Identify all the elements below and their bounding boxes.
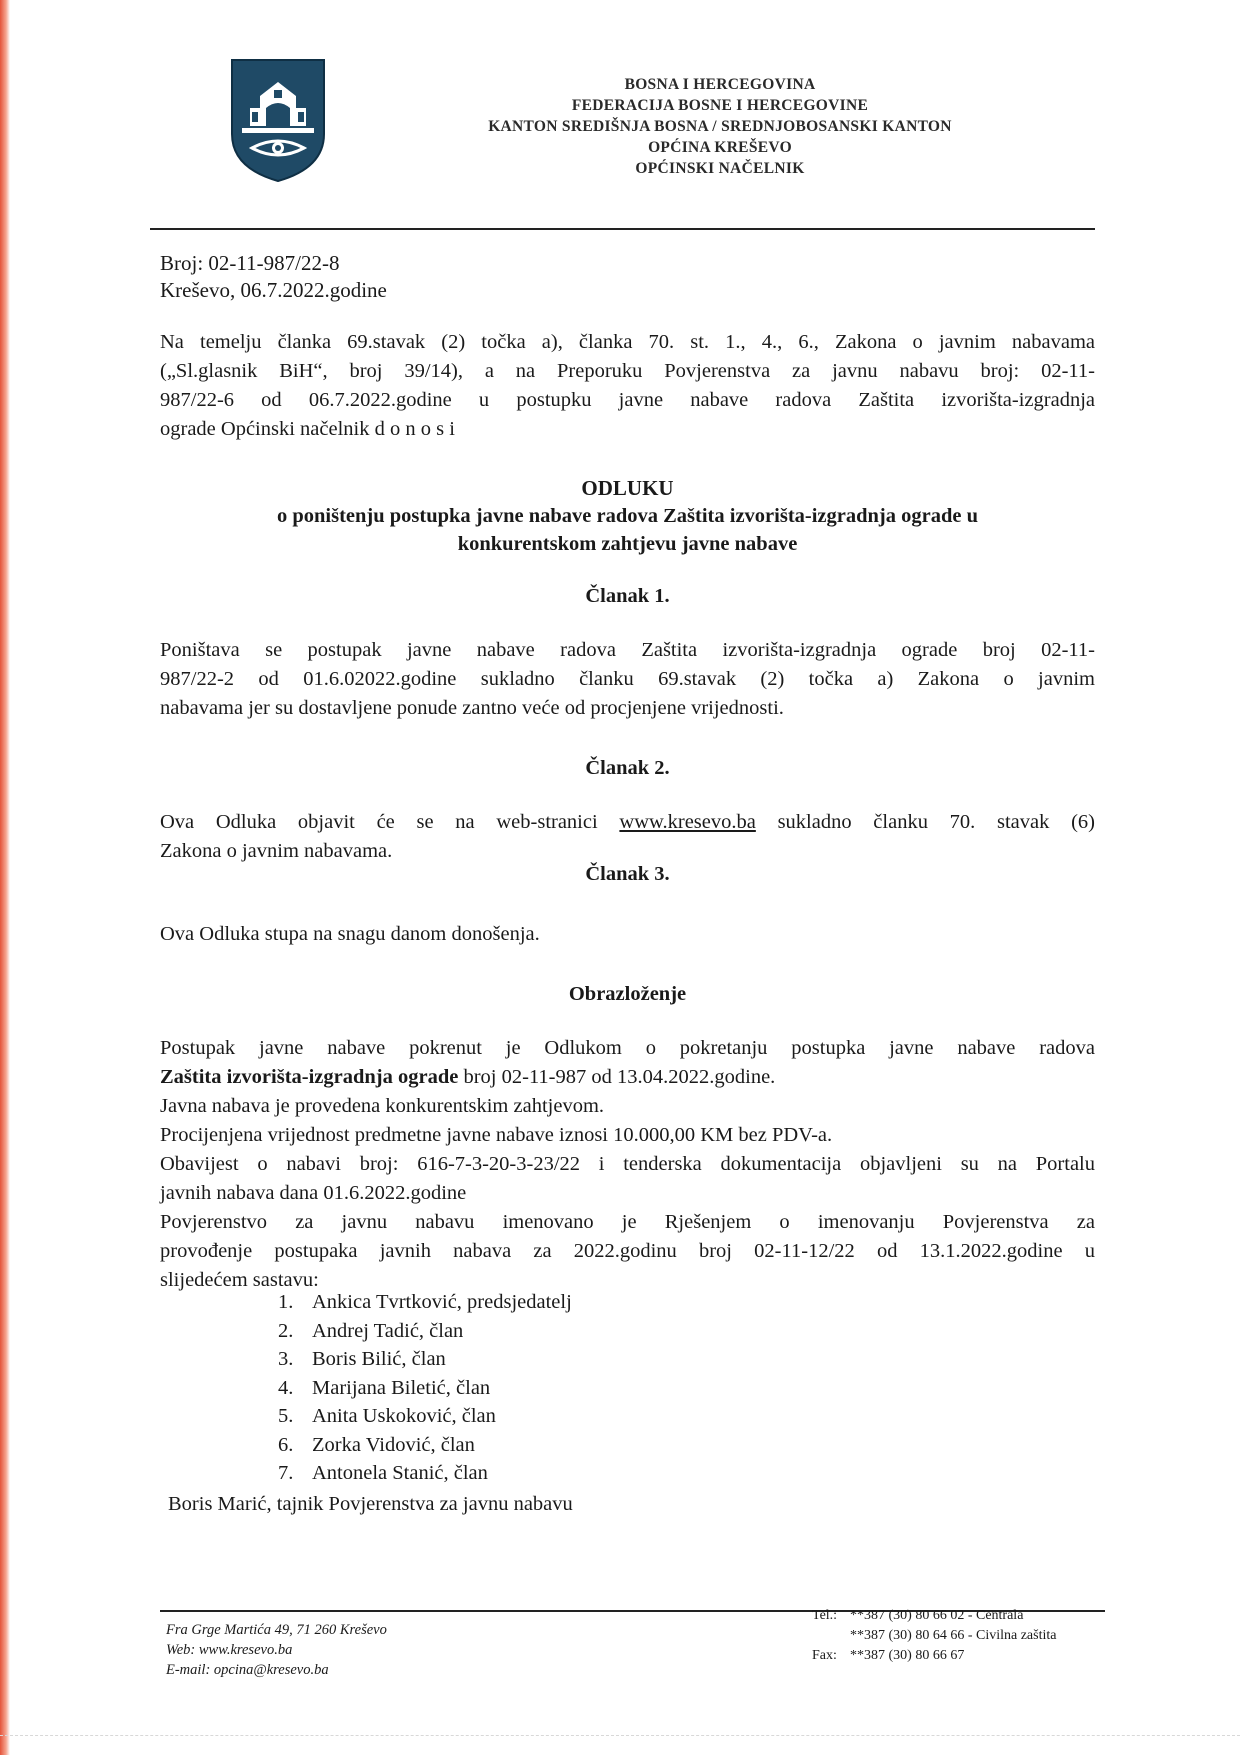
header-line-canton: KANTON SREDIŠNJA BOSNA / SREDNJOBOSANSKI KANTON bbox=[488, 118, 952, 135]
article-1-line: 987/22-2 od 01.6.02022.godine sukladno članku 69.stavak (2) točka a) Zakona o javnim bbox=[160, 668, 1095, 690]
coat-of-arms-logo bbox=[228, 56, 328, 184]
phone-central: **387 (30) 80 66 02 - Centrala bbox=[850, 1608, 1024, 1623]
header-line-federation: FEDERACIJA BOSNE I HERCEGOVINE bbox=[571, 97, 869, 114]
list-item-number: 1. bbox=[278, 1291, 294, 1313]
article-3-text: Ova Odluka stupa na snagu danom donošenja. bbox=[160, 923, 540, 945]
intro-line: 987/22-6 od 06.7.2022.godine u postupku javne nabave radova Zaštita izvorišta-izgradnja bbox=[160, 389, 1095, 411]
footer-contact-address bbox=[166, 1620, 387, 1680]
committee-member: Zorka Vidović, član bbox=[312, 1433, 475, 1456]
committee-member: Andrej Tadić, član bbox=[312, 1319, 464, 1342]
committee-list bbox=[278, 1288, 572, 1488]
explanation-line: Javna nabava je provedena konkurentskim zahtjevom. bbox=[160, 1095, 605, 1117]
article-2-line bbox=[160, 808, 1095, 837]
explanation-text bbox=[160, 1034, 1095, 1295]
committee-member: Marijana Biletić, član bbox=[312, 1376, 491, 1399]
list-item bbox=[278, 1459, 572, 1488]
footer-email[interactable]: E-mail: opcina@kresevo.ba bbox=[166, 1662, 329, 1678]
committee-secretary: Boris Marić, tajnik Povjerenstva za javnu nabavu bbox=[168, 1493, 573, 1515]
header-line-municipality: OPĆINA KREŠEVO bbox=[648, 139, 792, 156]
article-2-line: Zakona o javnim nabavama. bbox=[160, 840, 393, 862]
committee-member: Anita Uskoković, član bbox=[312, 1405, 496, 1427]
committee-member: Boris Bilić, član bbox=[312, 1348, 446, 1370]
decision-subtitle: konkurentskom zahtjevu javne nabave bbox=[457, 533, 798, 555]
list-item bbox=[278, 1374, 572, 1403]
decision-title-block bbox=[160, 474, 1095, 558]
footer-fax-row bbox=[812, 1646, 1056, 1666]
document-place-date: Kreševo, 06.7.2022.godine bbox=[160, 278, 387, 302]
tel-label: Tel.: bbox=[812, 1608, 838, 1623]
list-item-number: 7. bbox=[278, 1462, 294, 1484]
explanation-line: slijedećem sastavu: bbox=[160, 1269, 319, 1291]
explanation-project-number: broj 02-11-987 od 13.04.2022.godine. bbox=[458, 1066, 776, 1088]
committee-member: Ankica Tvrtković, predsjedatelj bbox=[312, 1291, 572, 1313]
fax-label: Fax: bbox=[812, 1648, 837, 1663]
footer-web[interactable]: Web: www.kresevo.ba bbox=[166, 1642, 293, 1658]
explanation-line: Obavijest o nabavi broj: 616-7-3-20-3-23/22 i tenderska dokumentacija objavljeni su na Portalu bbox=[160, 1153, 1095, 1175]
list-item bbox=[278, 1288, 572, 1317]
list-item-number: 5. bbox=[278, 1405, 294, 1427]
list-item bbox=[278, 1345, 572, 1374]
explanation-heading: Obrazloženje bbox=[568, 983, 687, 1005]
header-divider bbox=[150, 228, 1095, 230]
article-1-heading: Članak 1. bbox=[585, 585, 670, 607]
scan-bottom-edge bbox=[0, 1735, 1240, 1736]
institution-header bbox=[440, 74, 1000, 179]
article-2-text-before-link: Ova Odluka objavit će se na web-stranici bbox=[160, 811, 598, 833]
scan-edge bbox=[0, 0, 10, 1755]
article-1-text bbox=[160, 636, 1095, 723]
article-2-text-after-link: sukladno članku 70. stavak (6) bbox=[777, 811, 1095, 833]
phone-civil-protection: **387 (30) 80 64 66 - Civilna zaštita bbox=[850, 1628, 1057, 1643]
decision-title: ODLUKU bbox=[581, 476, 674, 500]
document-number: Broj: 02-11-987/22-8 bbox=[160, 251, 340, 275]
list-item-number: 3. bbox=[278, 1348, 294, 1370]
website-link[interactable]: www.kresevo.ba bbox=[619, 811, 756, 833]
explanation-project-name: Zaštita izvorišta-izgradnja ograde bbox=[160, 1066, 459, 1088]
list-item bbox=[278, 1317, 572, 1346]
article-2-heading: Članak 2. bbox=[585, 757, 670, 779]
footer-contact-phones bbox=[812, 1606, 1056, 1666]
header-line-office: OPĆINSKI NAČELNIK bbox=[635, 160, 805, 177]
fax-number: **387 (30) 80 66 67 bbox=[850, 1648, 965, 1663]
explanation-line bbox=[160, 1063, 1095, 1092]
committee-member: Antonela Stanić, član bbox=[312, 1462, 488, 1484]
list-item bbox=[278, 1402, 572, 1431]
footer-address: Fra Grge Martića 49, 71 260 Kreševo bbox=[166, 1622, 387, 1638]
document-meta bbox=[160, 250, 387, 304]
decision-subtitle: o poništenju postupka javne nabave radova Zaštita izvorišta-izgradnja ograde u bbox=[276, 505, 979, 527]
list-item-number: 2. bbox=[278, 1319, 294, 1342]
intro-line: ograde Općinski načelnik d o n o s i bbox=[160, 418, 455, 440]
footer-phone-row bbox=[812, 1606, 1056, 1626]
article-1-line: Poništava se postupak javne nabave radova Zaštita izvorišta-izgradnja ograde broj 02-11- bbox=[160, 639, 1095, 661]
article-1-line: nabavama jer su dostavljene ponude zantno veće od procjenjene vrijednosti. bbox=[160, 697, 784, 719]
explanation-line: provođenje postupaka javnih nabava za 2022.godinu broj 02-11-12/22 od 13.1.2022.godine u bbox=[160, 1240, 1095, 1262]
explanation-line: javnih nabava dana 01.6.2022.godine bbox=[160, 1182, 467, 1204]
article-2-text bbox=[160, 808, 1095, 866]
article-3-heading: Članak 3. bbox=[585, 863, 670, 885]
intro-line: („Sl.glasnik BiH“, broj 39/14), a na Preporuku Povjerenstva za javnu nabavu broj: 02-11- bbox=[160, 360, 1095, 382]
intro-paragraph bbox=[160, 328, 1095, 444]
list-item bbox=[278, 1431, 572, 1460]
explanation-line: Povjerenstvo za javnu nabavu imenovano je Rješenjem o imenovanju Povjerenstva za bbox=[160, 1211, 1095, 1233]
list-item-number: 4. bbox=[278, 1376, 294, 1399]
footer-phone-row bbox=[812, 1626, 1056, 1646]
header-line-country: BOSNA I HERCEGOVINA bbox=[624, 76, 816, 93]
intro-line: Na temelju članka 69.stavak (2) točka a), članka 70. st. 1., 4., 6., Zakona o javnim nabavama bbox=[160, 331, 1095, 353]
explanation-line: Procijenjena vrijednost predmetne javne nabave iznosi 10.000,00 KM bez PDV-a. bbox=[160, 1124, 833, 1146]
explanation-line: Postupak javne nabave pokrenut je Odlukom o pokretanju postupka javne nabave radova bbox=[160, 1037, 1095, 1059]
list-item-number: 6. bbox=[278, 1433, 294, 1456]
